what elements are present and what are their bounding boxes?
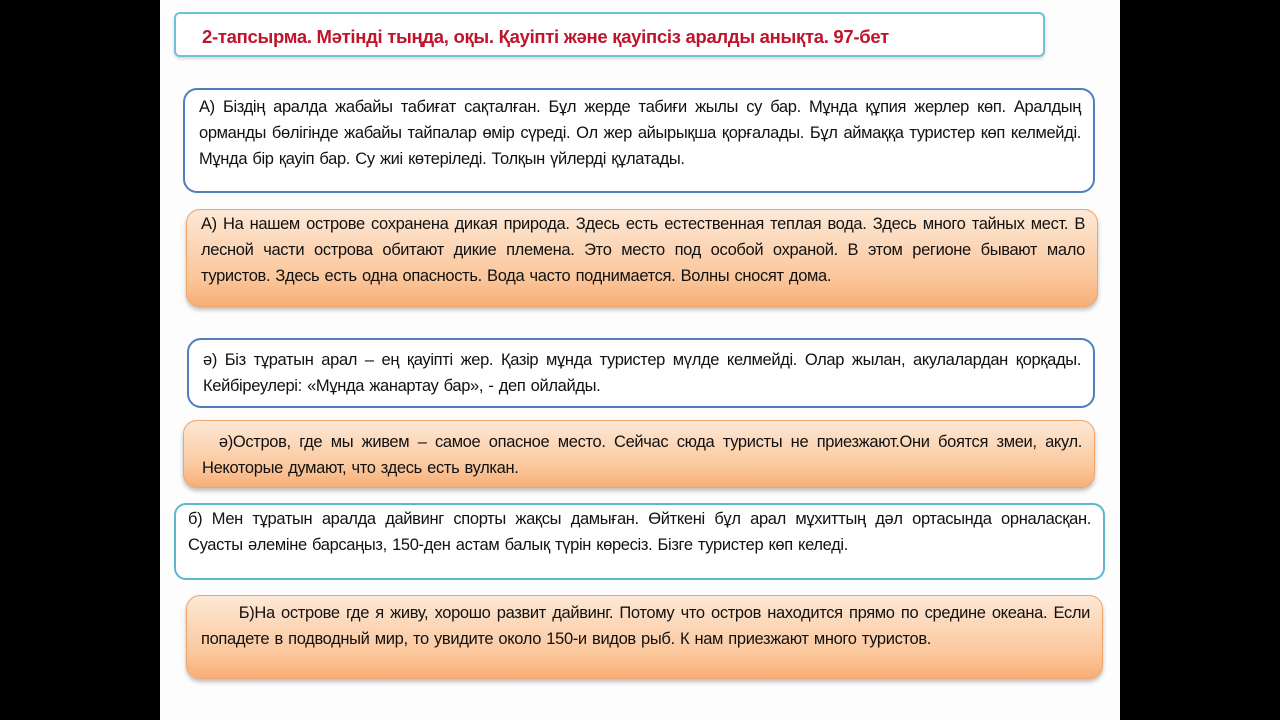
text-b-kazakh: б) Мен тұратын аралда дайвинг спорты жақсы дамыған. Өйткені бұл арал мұхиттың дәл ортасында орналасқан. Суасты әлеміне барсаңыз, 150-ден астам балық түрін көресіз. Бізге туристер көп келеді.: [188, 510, 1091, 554]
text-a-russian: А) На нашем острове сохранена дикая природа. Здесь есть естественная теплая вода. Здесь много тайных мест. В лесной части острова обитают дикие племена. Это место под особой охраной. В этом регионе бывают мало туристов. Здесь есть одна опасность. Вода часто поднимается. Волны сносят дома.: [201, 215, 1085, 285]
slide: [160, 0, 1120, 720]
text-a-kazakh: А) Біздің аралда жабайы табиғат сақталған. Бұл жерде табиғи жылы су бар. Мұнда құпия жерлер көп. Аралдың орманды бөлігінде жабайы тайпалар өмір сүреді. Ол жер айырықша қорғалады. Бұл аймаққа туристер көп келмейді. Мұнда бір қауіп бар. Су жиі көтеріледі. Толқын үйлерді құлатады.: [199, 98, 1081, 168]
text-ae-russian-box: [183, 420, 1095, 488]
text-a-kazakh-box: [183, 88, 1095, 193]
text-ae-russian: ә)Остров, где мы живем – самое опасное место. Сейчас сюда туристы не приезжают.Они боятся змеи, акул. Некоторые думают, что здесь есть вулкан.: [202, 433, 1088, 477]
task-title: 2-тапсырма. Мәтінді тыңда, оқы. Қауіпті және қауіпсіз аралды анықта. 97-бет: [202, 25, 889, 47]
text-b-kazakh-box: [174, 503, 1105, 580]
text-ae-kazakh: ә) Біз тұратын арал – ең қауіпті жер. Қазір мұнда туристер мүлде келмейді. Олар жылан, акулалардан қорқады. Кейбіреулері: «Мұнда жанартау бар», - деп ойлайды.: [203, 351, 1081, 395]
text-ae-kazakh-box: [187, 338, 1095, 408]
text-b-russian-box: [186, 595, 1103, 679]
text-a-russian-box: [186, 209, 1098, 307]
text-b-russian: Б)На острове где я живу, хорошо развит дайвинг. Потому что остров находится прямо по средине океана. Если попадете в подводный мир, то увидите около 150-и видов рыб. К нам приезжают много туристов.: [201, 604, 1096, 648]
task-title-box: [174, 12, 1045, 57]
